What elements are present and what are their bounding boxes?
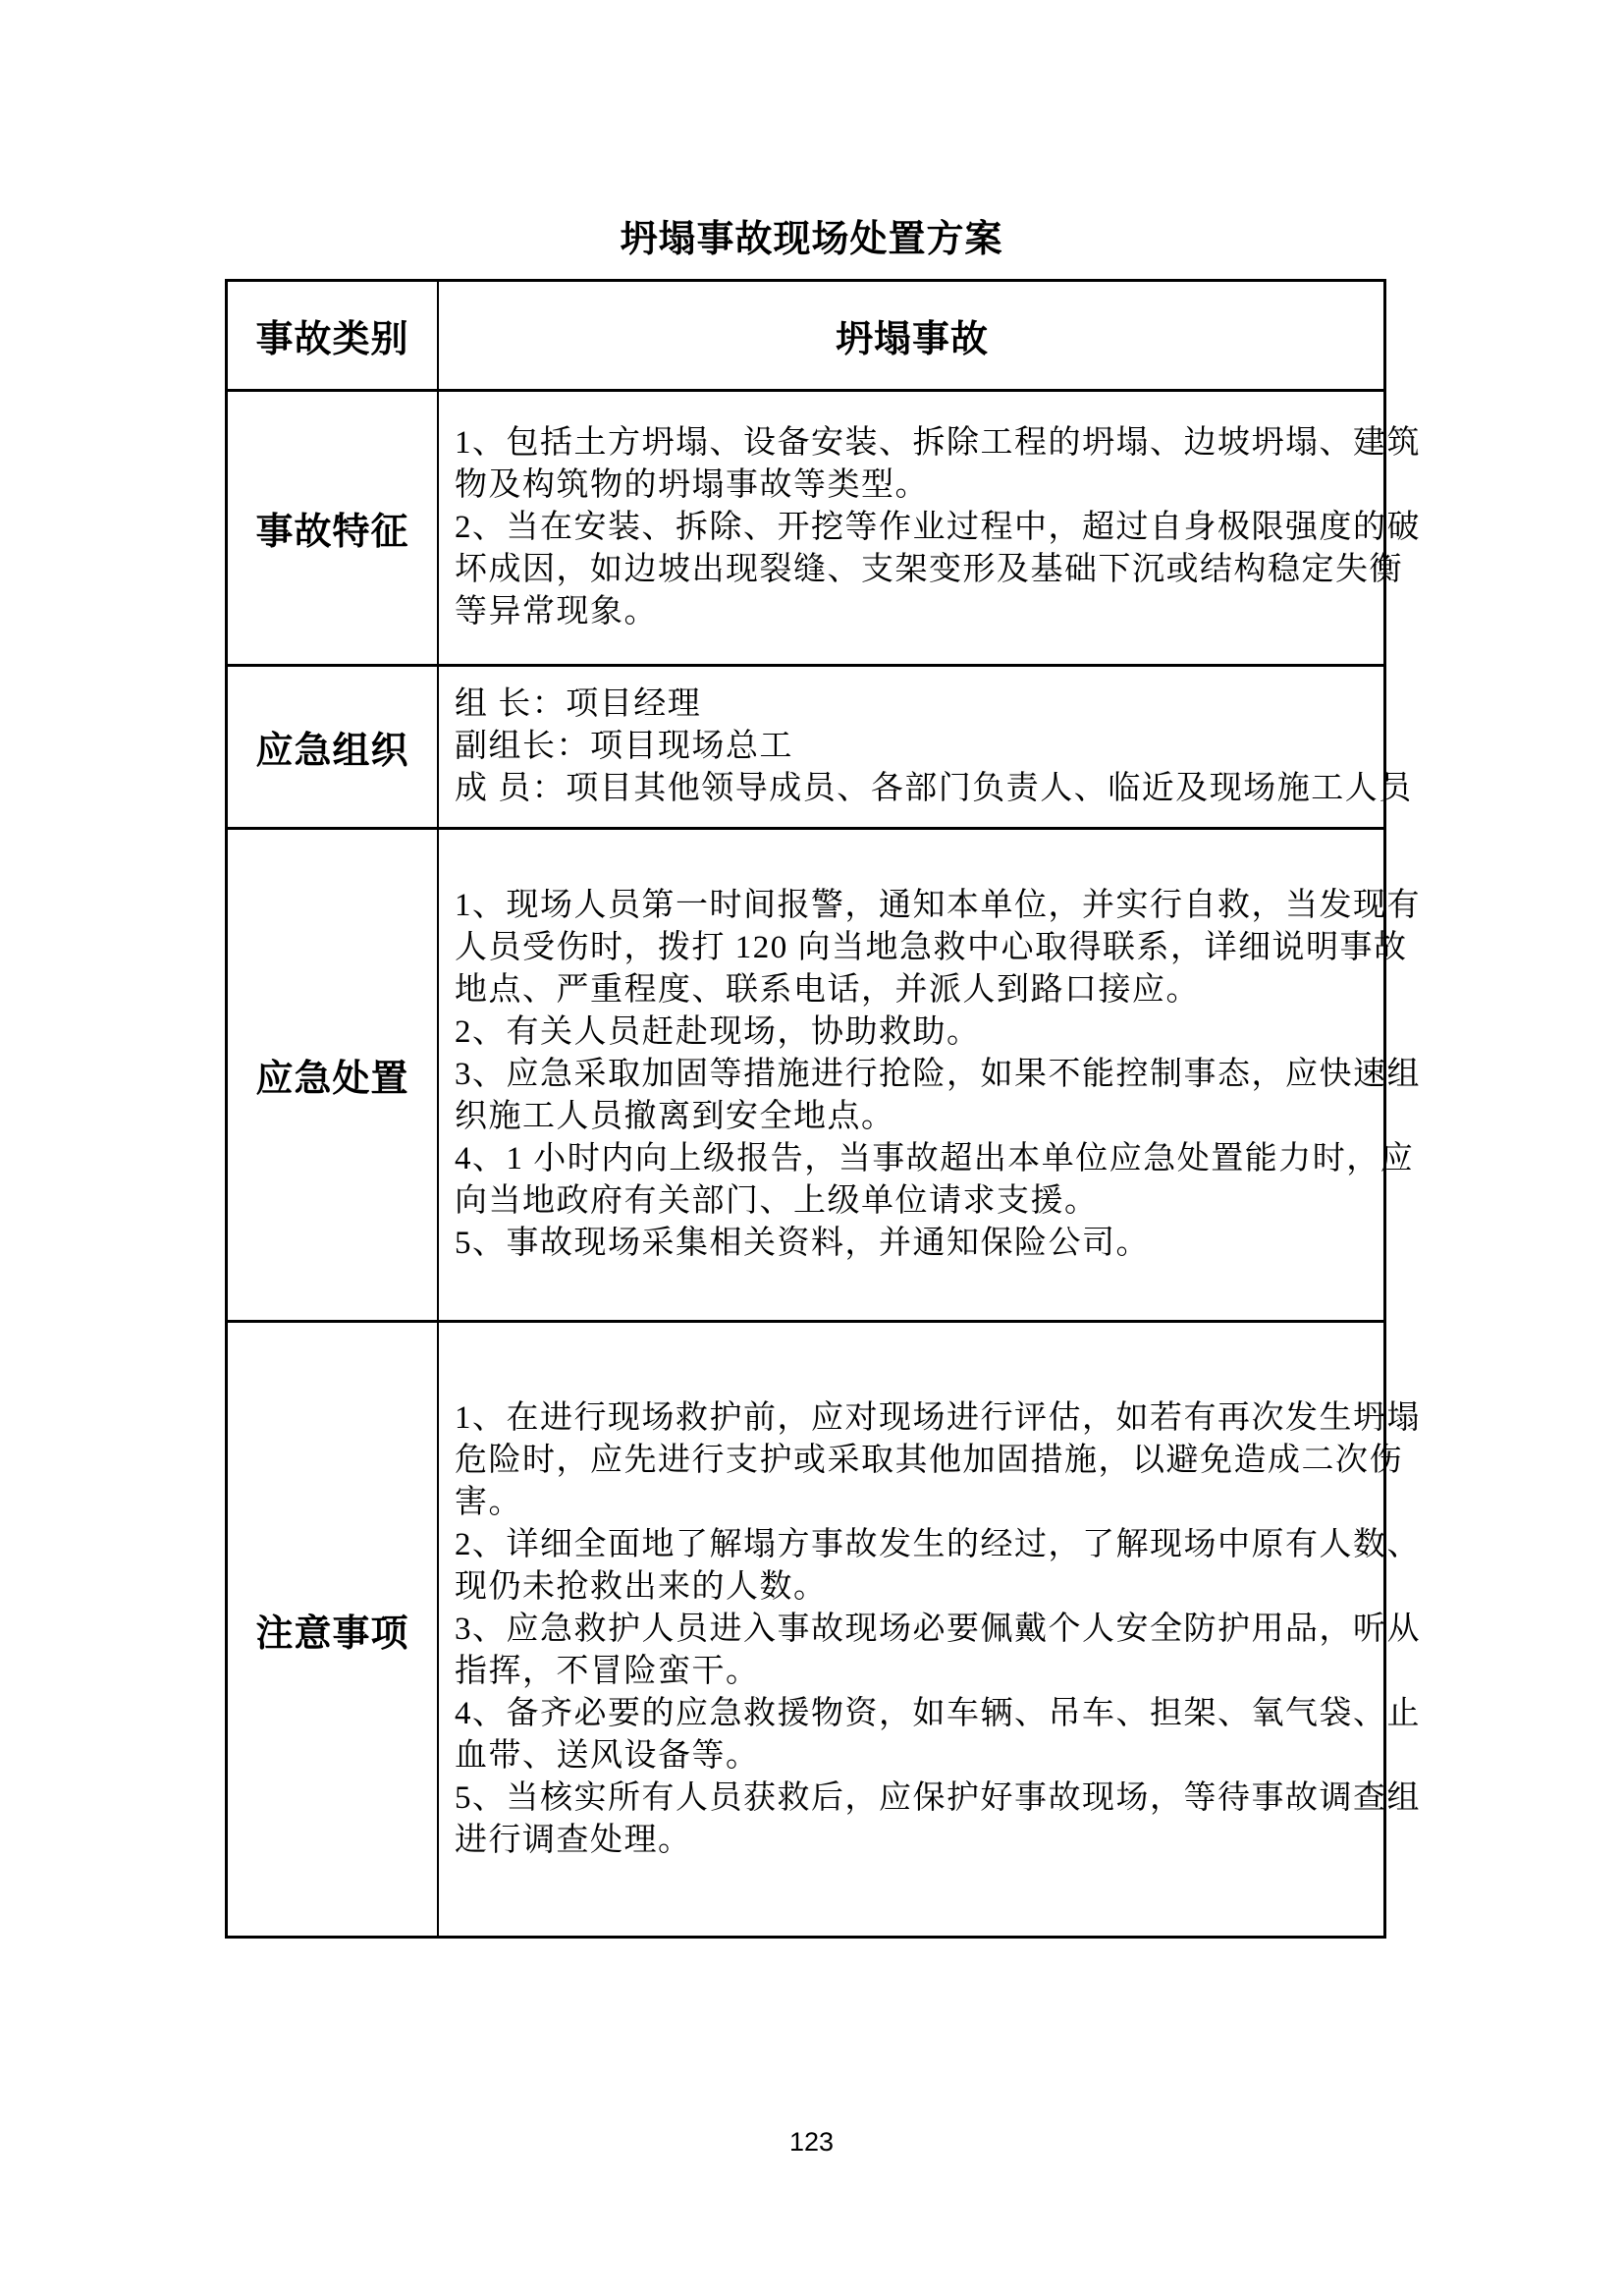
row-label-accident-category: 事故类别 <box>228 282 439 389</box>
text-line: 地点、严重程度、联系电话，并派人到路口接应。 <box>455 972 1200 1008</box>
cell-accident-features <box>439 392 1434 664</box>
text-line: 5、当核实所有人员获救后，应保护好事故现场，等待事故调查组 <box>455 1779 1421 1816</box>
accident-type-value: 坍塌事故 <box>835 319 989 360</box>
text-line: 2、详细全面地了解塌方事故发生的经过，了解现场中原有人数、 <box>455 1526 1421 1562</box>
text-line: 5、事故现场采集相关资料，并通知保险公司。 <box>455 1226 1150 1261</box>
text-line: 物及构筑物的坍塌事故等类型。 <box>455 467 929 503</box>
text-line: 人员受伤时，拨打 120 向当地急救中心取得联系，详细说明事故 <box>455 930 1408 965</box>
table-row-accident-category <box>228 282 1383 392</box>
text-line: 4、1 小时内向上级报告，当事故超出本单位应急处置能力时，应 <box>455 1141 1415 1176</box>
text-line: 成 员：项目其他领导成员、各部门负责人、临近及现场施工人员 <box>455 771 1413 806</box>
text-line: 向当地政府有关部门、上级单位请求支援。 <box>455 1183 1099 1219</box>
row-label-accident-features: 事故特征 <box>228 392 439 664</box>
text-line: 危险时，应先进行支护或采取其他加固措施，以避免造成二次伤 <box>455 1442 1403 1478</box>
row-label-emergency-response: 应急处置 <box>228 830 439 1320</box>
text-line: 3、应急采取加固等措施进行抢险，如果不能控制事态，应快速组 <box>455 1057 1421 1092</box>
table-row-precautions <box>228 1323 1421 1936</box>
text-line: 3、应急救护人员进入事故现场必要佩戴个人安全防护用品，听从 <box>455 1611 1421 1647</box>
plan-table <box>225 279 1421 1939</box>
page-number: 123 <box>788 2127 835 2157</box>
text-line: 现仍未抢救出来的人数。 <box>455 1568 828 1605</box>
text-line: 2、有关人员赶赴现场，协助救助。 <box>455 1014 981 1050</box>
text-line: 血带、送风设备等。 <box>455 1737 760 1774</box>
cell-emergency-organization <box>439 667 1427 827</box>
text-line: 进行调查处理。 <box>455 1822 692 1858</box>
text-line: 1、现场人员第一时间报警，通知本单位，并实行自救，当发现有 <box>455 888 1421 923</box>
cell-emergency-response <box>439 830 1434 1320</box>
cell-precautions <box>439 1323 1434 1936</box>
table-row-emergency-response <box>228 830 1421 1323</box>
row-label-precautions: 注意事项 <box>228 1323 439 1936</box>
text-line: 害。 <box>455 1484 522 1520</box>
text-line: 2、当在安装、拆除、开挖等作业过程中，超过自身极限强度的破 <box>455 510 1421 545</box>
text-line: 1、包括土方坍塌、设备安装、拆除工程的坍塌、边坡坍塌、建筑 <box>455 425 1421 461</box>
table-row-emergency-organization <box>228 667 1413 830</box>
cell-accident-category <box>439 282 1383 389</box>
text-line: 织施工人员撤离到安全地点。 <box>455 1099 895 1134</box>
document-title: 坍塌事故现场处置方案 <box>620 219 1003 260</box>
text-line: 指挥，不冒险蛮干。 <box>455 1653 760 1689</box>
text-line: 等异常现象。 <box>455 594 658 629</box>
text-line: 1、在进行现场救护前，应对现场进行评估，如若有再次发生坍塌 <box>455 1399 1421 1436</box>
table-row-accident-features <box>228 392 1421 667</box>
text-line: 坏成因，如边坡出现裂缝、支架变形及基础下沉或结构稳定失衡 <box>455 552 1403 587</box>
text-line: 组 长：项目经理 <box>455 686 702 722</box>
text-line: 4、备齐必要的应急救援物资，如车辆、吊车、担架、氧气袋、止 <box>455 1695 1421 1731</box>
text-line: 副组长：项目现场总工 <box>455 729 793 764</box>
row-label-emergency-organization: 应急组织 <box>228 667 439 827</box>
